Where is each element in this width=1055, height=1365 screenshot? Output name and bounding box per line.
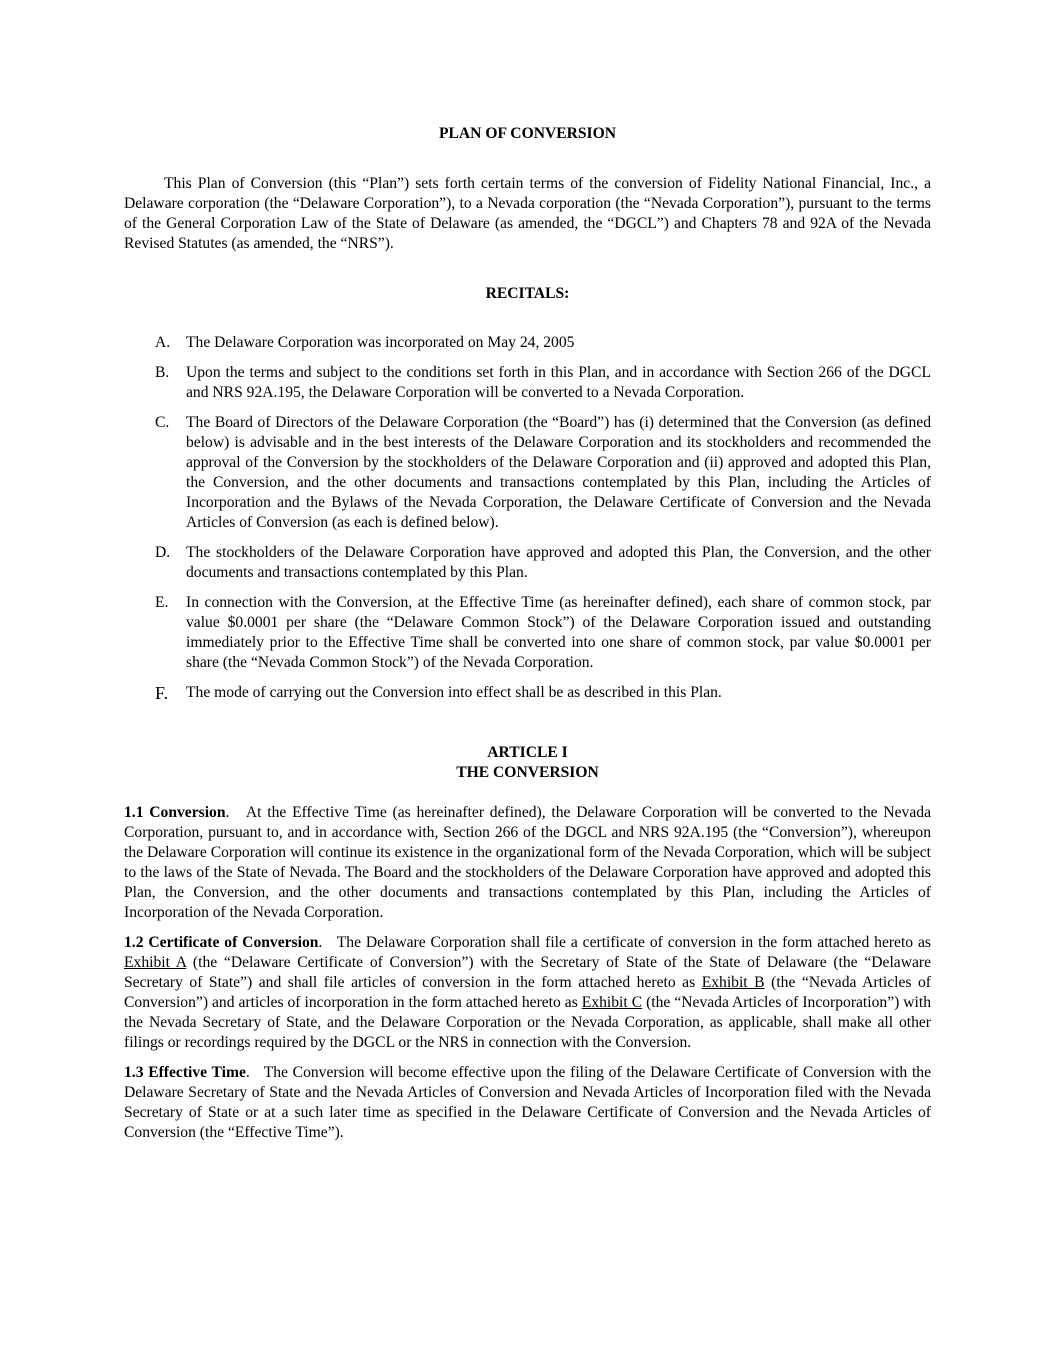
recital-item (124, 413, 931, 533)
intro-paragraph: This Plan of Conversion (this “Plan”) sets forth certain terms of the conversion of Fidelity National Financial, Inc., a Delaware corporation (the “Delaware Corporation”), to a Nevada corporation (the “Nevada Corporation”), pursuant to the terms of the General Corporation Law of the State of Delaware (as amended, the “DGCL”) and Chapters 78 and 92A of the Nevada Revised Statutes (as amended, the “NRS”). (124, 175, 931, 252)
recital-marker: A. (155, 334, 171, 351)
recital-marker: E. (155, 594, 169, 611)
section-heading: 1.1 Conversion (124, 804, 226, 821)
section-text: (the “Delaware Certificate of Conversion”) with the Secretary of State of the State of Delaware (the “Delaware Secretary of State”) and shall file articles of conversion in the form attached hereto as (124, 954, 931, 991)
recital-text: Upon the terms and subject to the conditions set forth in this Plan, and in accordance with Section 266 of the DGCL and NRS 92A.195, the Delaware Corporation will be converted to a Nevada Corporation. (186, 364, 931, 401)
exhibit-b-link[interactable]: Exhibit B (701, 974, 765, 991)
section-heading: 1.3 Effective Time (124, 1064, 246, 1081)
recital-marker: C. (155, 414, 170, 431)
recital-text: The Delaware Corporation was incorporated on May 24, 2005 (186, 334, 575, 351)
recital-text: In connection with the Conversion, at the Effective Time (as hereinafter defined), each share of common stock, par value $0.0001 per share (the “Delaware Common Stock”) of the Delaware Corporation issued and outstanding immediately prior to the Effective Time shall be converted into one share of common stock, par value $0.0001 per share (the “Nevada Common Stock”) of the Nevada Corporation. (186, 594, 931, 671)
recital-marker: B. (155, 364, 170, 381)
section-1-2: 1.2 Certificate of Conversion. The Delaware Corporation shall file a certificate of conversion in the form attached hereto as Exhibit A (the “Delaware Certificate of Conversion”) with the Secretary of State of the State of Delaware (the “Delaware Secretary of State”) and shall file articles of conversion in the form attached hereto as Exhibit B (the “Nevada Articles of Conversion”) and articles of incorporation in the form attached hereto as Exhibit C (the “Nevada Articles of Incorporation”) with the Nevada Secretary of State, and the Delaware Corporation or the Nevada Corporation, as applicable, shall make all other filings or recordings required by the DGCL or the NRS in connection with the Conversion. (124, 934, 932, 1051)
section-text: (the “Nevada Articles of Conversion”) and articles of incorporation in the form attached hereto as (124, 974, 931, 1011)
article-number: ARTICLE I (487, 744, 568, 761)
recital-item (124, 683, 931, 703)
document-title: PLAN OF CONVERSION (438, 125, 617, 142)
recital-text: The stockholders of the Delaware Corporation have approved and adopted this Plan, the Conversion, and the other documents and transactions contemplated by this Plan. (186, 544, 931, 581)
recital-marker: D. (155, 544, 171, 561)
section-text: The Delaware Corporation shall file a certificate of conversion in the form attached hereto as (336, 934, 931, 951)
recital-text: The mode of carrying out the Conversion into effect shall be as described in this Plan. (186, 684, 722, 701)
article-title: THE CONVERSION (456, 764, 599, 781)
recital-text: The Board of Directors of the Delaware Corporation (the “Board”) has (i) determined that the Conversion (as defined below) is advisable and in the best interests of the Delaware Corporation and its stockholders and recommended the approval of the Conversion by the stockholders of the Delaware Corporation and (ii) approved and adopted this Plan, the Conversion, and the other documents and transactions contemplated by this Plan, including the Articles of Incorporation and the Bylaws of the Nevada Corporation, the Delaware Certificate of Conversion and the Nevada Articles of Conversion (as each is defined below). (186, 414, 931, 531)
recital-item (124, 543, 931, 583)
article-heading (124, 743, 931, 783)
section-text: The Conversion will become effective upon the filing of the Delaware Certificate of Conversion with the Delaware Secretary of State and the Nevada Articles of Conversion and Nevada Articles of Incorporation filed with the Nevada Secretary of State or at a such later time as specified in the Delaware Certificate of Conversion and the Nevada Articles of Conversion (the “Effective Time”). (124, 1064, 931, 1141)
document-page (124, 124, 931, 1143)
recitals-heading: RECITALS: (485, 285, 570, 302)
recital-marker: F. (155, 683, 169, 703)
recital-item (124, 333, 931, 353)
recital-item (124, 593, 931, 673)
recitals-list (124, 333, 931, 703)
section-1-1: 1.1 Conversion. At the Effective Time (as hereinafter defined), the Delaware Corporation will be converted to the Nevada Corporation, pursuant to, and in accordance with, Section 266 of the DGCL and NRS 92A.195 (the “Conversion”), whereupon the Delaware Corporation will continue its existence in the organizational form of the Nevada Corporation, which will be subject to the laws of the State of Nevada. The Board and the stockholders of the Delaware Corporation have approved and adopted this Plan, the Conversion, and the other documents and transactions contemplated by this Plan, including the Articles of Incorporation of the Nevada Corporation. (124, 804, 931, 921)
exhibit-a-link[interactable]: Exhibit A (124, 954, 187, 971)
section-text: At the Effective Time (as hereinafter defined), the Delaware Corporation will be converted to the Nevada Corporation, pursuant to, and in accordance with, Section 266 of the DGCL and NRS 92A.195 (the “Conversion”), whereupon the Delaware Corporation will continue its existence in the organizational form of the Nevada Corporation, which will be subject to the laws of the State of Nevada. The Board and the stockholders of the Delaware Corporation have approved and adopted this Plan, the Conversion, and the other documents and transactions contemplated by this Plan, including the Articles of Incorporation of the Nevada Corporation. (124, 804, 931, 921)
section-text: (the “Nevada Articles of Incorporation”) with the Nevada Secretary of State, and the Delaware Corporation or the Nevada Corporation, as applicable, shall make all other filings or recordings required by the DGCL or the NRS in connection with the Conversion. (124, 994, 932, 1051)
exhibit-c-link[interactable]: Exhibit C (581, 994, 643, 1011)
section-1-3: 1.3 Effective Time. The Conversion will become effective upon the filing of the Delaware Certificate of Conversion with the Delaware Secretary of State and the Nevada Articles of Conversion and Nevada Articles of Incorporation filed with the Nevada Secretary of State or at a such later time as specified in the Delaware Certificate of Conversion and the Nevada Articles of Conversion (the “Effective Time”). (124, 1064, 931, 1141)
section-heading: 1.2 Certificate of Conversion (124, 934, 319, 951)
recital-item (124, 363, 931, 403)
